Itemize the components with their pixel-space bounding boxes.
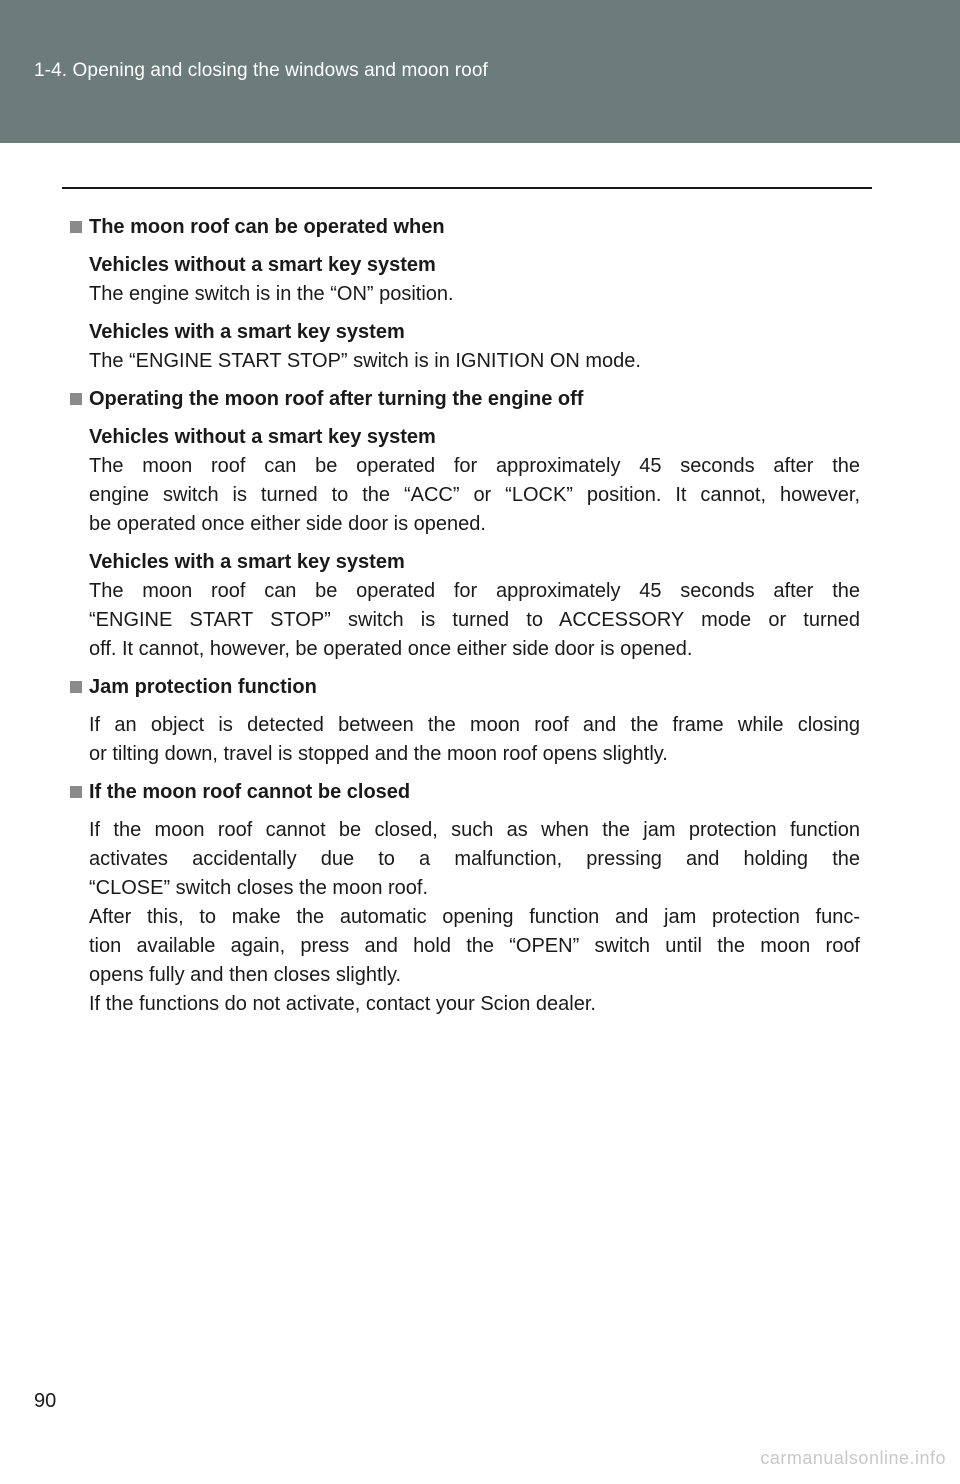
section-title: If the moon roof cannot be closed (70, 778, 860, 807)
subsection (70, 251, 860, 309)
body-text: The moon roof can be operated for approximately 45 seconds after the “ENGINE START STOP” switch is turned to ACCESSORY mode or turned off. It cannot, however, be operated once either side door is opened. (89, 580, 860, 660)
section-after-engine-off (70, 385, 860, 664)
section-title: Operating the moon roof after turning the engine off (70, 385, 860, 414)
header-band (0, 0, 960, 143)
subsection-heading: Vehicles with a smart key system (89, 551, 405, 573)
section-header-title: 1-4. Opening and closing the windows and moon roof (34, 60, 488, 81)
body-text: If the moon roof cannot be closed, such as when the jam protection function activates accidentally due to a malfunction, pressing and holding the “CLOSE” switch closes the moon roof. After this, to make the automatic opening function and jam protection func- tion available again, press and hold the “OPEN” switch until the moon roof opens fully and then closes slightly. If the functions do not activate, contact your Scion dealer. (89, 819, 860, 1015)
subsection-heading: Vehicles without a smart key system (89, 254, 436, 276)
body-text: If an object is detected between the moon roof and the frame while closing or tilting down, travel is stopped and the moon roof opens slightly. (89, 714, 860, 765)
horizontal-rule (62, 187, 872, 189)
square-bullet-icon (70, 786, 82, 798)
section-cannot-close (70, 778, 860, 1019)
page-number: 90 (34, 1390, 57, 1412)
body-text: The engine switch is in the “ON” position. (89, 283, 454, 305)
watermark: carmanualsonline.info (760, 1448, 946, 1468)
body-text: The “ENGINE START STOP” switch is in IGNITION ON mode. (89, 350, 641, 372)
page-content (70, 213, 860, 1028)
subsection-heading: Vehicles without a smart key system (89, 426, 436, 448)
body-text: The moon roof can be operated for approximately 45 seconds after the engine switch is turned to the “ACC” or “LOCK” position. It cannot, however, be operated once either side door is opened. (89, 455, 860, 535)
subsection (70, 548, 860, 664)
section-operable-when (70, 213, 860, 376)
square-bullet-icon (70, 221, 82, 233)
subsection (70, 318, 860, 376)
subsection-heading: Vehicles with a smart key system (89, 321, 405, 343)
section-title: The moon roof can be operated when (70, 213, 860, 242)
square-bullet-icon (70, 681, 82, 693)
subsection (70, 423, 860, 539)
square-bullet-icon (70, 393, 82, 405)
section-jam-protection (70, 673, 860, 769)
section-title: Jam protection function (70, 673, 860, 702)
